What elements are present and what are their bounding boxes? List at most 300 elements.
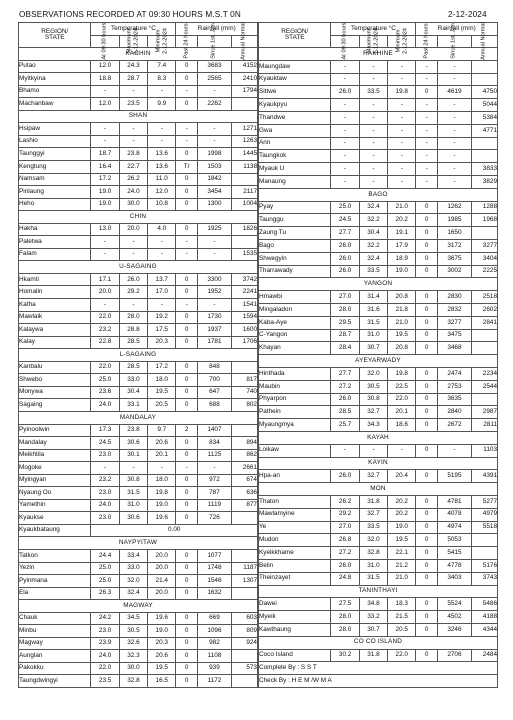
rain-24h-cell: 0 xyxy=(416,380,438,393)
station-name: Chauk xyxy=(19,612,91,625)
max-temp-cell: 28.7 xyxy=(119,73,147,86)
temp-0930-cell: 24.0 xyxy=(91,650,119,663)
rain-24h-cell: 0 xyxy=(176,437,198,450)
annual-normal-cell xyxy=(471,342,497,355)
min-temp-cell: 19.8 xyxy=(148,487,176,500)
rain-since-jan-cell: 5415 xyxy=(437,547,471,560)
right-table-body xyxy=(259,48,498,688)
rain-since-jan-cell: 1998 xyxy=(197,148,231,161)
temp-0930-cell: 26.8 xyxy=(331,534,359,547)
station-row xyxy=(259,547,498,560)
annual-normal-cell: 740 xyxy=(231,386,257,399)
station-name: Kalay xyxy=(19,336,91,349)
min-temp-cell: 20.8 xyxy=(388,342,416,355)
rain-since-jan-cell: 3172 xyxy=(437,240,471,253)
temp-0930-cell: 23.0 xyxy=(91,625,119,638)
section-label: MAGWAY xyxy=(19,600,258,613)
station-row xyxy=(19,549,258,562)
min-temp-cell: 19.0 xyxy=(388,265,416,278)
section-row xyxy=(19,261,258,274)
station-row xyxy=(19,311,258,324)
rain-24h-cell: 0 xyxy=(176,449,198,462)
temp-0930-cell: 12.0 xyxy=(91,98,119,111)
rain-since-jan-cell: 3403 xyxy=(437,572,471,585)
max-temp-cell: 30.6 xyxy=(119,512,147,525)
annual-normal-cell: 5486 xyxy=(471,598,497,611)
temp-0930-cell: - xyxy=(91,248,119,261)
annual-normal-cell: 5384 xyxy=(471,112,497,125)
annual-normal-cell: 2410 xyxy=(231,73,257,86)
annual-normal-cell: 3277 xyxy=(471,240,497,253)
max-temp-cell: 34.8 xyxy=(359,598,387,611)
temp-0930-cell: 20.0 xyxy=(91,286,119,299)
rain-24h-cell: - xyxy=(416,73,438,86)
station-row xyxy=(259,176,498,189)
rain-24h-cell: 0 xyxy=(176,73,198,86)
min-temp-cell: 13.6 xyxy=(148,161,176,174)
station-row xyxy=(19,135,258,148)
station-name: Tatkon xyxy=(19,549,91,562)
station-row xyxy=(259,444,498,457)
min-temp-cell: 21.0 xyxy=(388,316,416,329)
rain-since-jan-cell: 3475 xyxy=(437,329,471,342)
at0930-header: At 09:30 hours xyxy=(91,35,119,48)
annual-normal-cell: 1271 xyxy=(231,123,257,136)
station-name: Monywa xyxy=(19,386,91,399)
min-temp-cell: 19.1 xyxy=(388,227,416,240)
temp-0930-cell: 28.4 xyxy=(331,342,359,355)
temp-0930-cell: 27.2 xyxy=(331,380,359,393)
rain-24h-cell: 0 xyxy=(176,399,198,412)
min-temp-cell: 17.9 xyxy=(388,240,416,253)
section-label: BAGO xyxy=(259,188,498,201)
station-row xyxy=(19,299,258,312)
station-name: Meikhtila xyxy=(19,449,91,462)
rain-since-jan-cell: 726 xyxy=(197,512,231,525)
min-temp-cell: 13.7 xyxy=(148,273,176,286)
max-temp-cell: 26.2 xyxy=(119,173,147,186)
station-name: Bhamo xyxy=(19,85,91,98)
station-row xyxy=(19,173,258,186)
rain-24h-cell: 0 xyxy=(176,336,198,349)
temp-0930-cell: 28.0 xyxy=(331,304,359,317)
station-row xyxy=(19,273,258,286)
station-row xyxy=(259,163,498,176)
rain-24h-cell: - xyxy=(416,137,438,150)
station-name: Taunggyi xyxy=(19,148,91,161)
rain-since-jan-cell: 1632 xyxy=(197,587,231,600)
rain-since-jan-cell: - xyxy=(197,299,231,312)
temp-0930-cell: 16.4 xyxy=(91,161,119,174)
station-row xyxy=(19,562,258,575)
rain-24h-cell: 0 xyxy=(176,675,198,688)
rain-since-jan-cell: 2706 xyxy=(437,649,471,662)
annual-normal-cell: 2987 xyxy=(471,406,497,419)
max-temp-cell: 30.5 xyxy=(359,380,387,393)
rain-24h-cell: - xyxy=(416,124,438,137)
station-row xyxy=(259,534,498,547)
annual-normal-cell xyxy=(231,549,257,562)
rain-since-jan-cell: - xyxy=(197,462,231,475)
section-row xyxy=(19,349,258,362)
station-name: Hkamti xyxy=(19,273,91,286)
temp-0930-cell: 25.0 xyxy=(91,374,119,387)
station-row xyxy=(19,512,258,525)
min-temp-cell: - xyxy=(388,137,416,150)
annual-normal-cell: 2117 xyxy=(231,186,257,199)
annual-normal-cell: 2484 xyxy=(471,649,497,662)
min-temp-cell: - xyxy=(148,299,176,312)
rain-24h-cell: - xyxy=(176,248,198,261)
station-row xyxy=(19,73,258,86)
min-temp-cell: 22.5 xyxy=(388,380,416,393)
rain-24h-cell: - xyxy=(416,163,438,176)
rain-since-jan-cell: 669 xyxy=(197,612,231,625)
annual-normal-cell: 2225 xyxy=(471,265,497,278)
min-temp-cell: 18.0 xyxy=(148,374,176,387)
station-name: Myitkyina xyxy=(19,73,91,86)
min-temp-cell: 18.0 xyxy=(148,474,176,487)
station-row xyxy=(19,223,258,236)
rain-24h-cell: 0 xyxy=(176,386,198,399)
max-temp-cell: 30.0 xyxy=(119,662,147,675)
station-row xyxy=(19,437,258,450)
min-temp-cell: 18.3 xyxy=(388,598,416,611)
temp-0930-cell: 17.3 xyxy=(91,424,119,437)
section-label: CO CO ISLAND xyxy=(259,636,498,649)
rain-since-jan-cell: 3683 xyxy=(197,60,231,73)
temp-0930-cell: 26.0 xyxy=(331,265,359,278)
temp-0930-cell: - xyxy=(331,150,359,163)
station-name: Mudon xyxy=(259,534,331,547)
max-temp-cell: 30.4 xyxy=(359,227,387,240)
temp-0930-cell: - xyxy=(91,462,119,475)
max-temp-cell: 30.1 xyxy=(119,449,147,462)
annual-normal-cell xyxy=(471,329,497,342)
min-temp-cell: - xyxy=(148,462,176,475)
rain-24h-cell: 0 xyxy=(176,650,198,663)
temp-0930-cell: 27.0 xyxy=(331,521,359,534)
max-temp-cell: 28.0 xyxy=(119,311,147,324)
annual-normal-cell: 1535 xyxy=(231,248,257,261)
station-row xyxy=(19,474,258,487)
annual-normal-cell: 1004 xyxy=(231,198,257,211)
min-temp-cell: 21.2 xyxy=(388,559,416,572)
annual-normal-cell: 1968 xyxy=(471,214,497,227)
station-name: Aunglan xyxy=(19,650,91,663)
rain-since-jan-cell: 3468 xyxy=(437,342,471,355)
station-row xyxy=(19,625,258,638)
annual-normal-cell: 4750 xyxy=(471,86,497,99)
max-temp-cell: 32.3 xyxy=(119,650,147,663)
max-temp-cell: 31.0 xyxy=(359,559,387,572)
station-row xyxy=(259,112,498,125)
temp-0930-cell: - xyxy=(331,73,359,86)
min-temp-cell: 18.9 xyxy=(388,252,416,265)
annual-normal-cell: 1794 xyxy=(231,85,257,98)
rain-24h-cell: 0 xyxy=(176,186,198,199)
annual-normal-cell: 4188 xyxy=(471,611,497,624)
max-temp-cell: 23.8 xyxy=(119,148,147,161)
temp-0930-cell: - xyxy=(331,176,359,189)
station-name: Kyauktaw xyxy=(259,73,331,86)
rain-24h-cell: 0 xyxy=(176,361,198,374)
rain-24h-cell: 0 xyxy=(176,499,198,512)
annual-normal-cell: 809 xyxy=(231,625,257,638)
station-name: Khayan xyxy=(259,342,331,355)
annual-normal-cell xyxy=(231,587,257,600)
rain-24h-cell: 0 xyxy=(176,324,198,337)
max-temp-cell: 28.5 xyxy=(119,336,147,349)
min-temp-cell: - xyxy=(148,236,176,249)
rain-24h-cell: 0 xyxy=(416,495,438,508)
min-temp-cell: 20.1 xyxy=(148,449,176,462)
rain-24h-cell: - xyxy=(176,299,198,312)
rain-since-jan-cell: 1108 xyxy=(197,650,231,663)
temp-0930-cell: 19.0 xyxy=(91,198,119,211)
station-row xyxy=(259,265,498,278)
station-name: Kengtung xyxy=(19,161,91,174)
temp-0930-cell: 29.5 xyxy=(331,316,359,329)
temp-0930-cell: 25.7 xyxy=(331,419,359,432)
rain-24h-cell: 0 xyxy=(416,201,438,214)
annual-normal-cell xyxy=(231,424,257,437)
station-name: Manaung xyxy=(259,176,331,189)
section-label: MON xyxy=(259,483,498,496)
min-temp-cell: 20.3 xyxy=(148,336,176,349)
station-row xyxy=(259,201,498,214)
min-temp-cell: - xyxy=(388,112,416,125)
max-temp-header: Maximum 1-12-2024 xyxy=(359,35,387,48)
station-name: Sittwe xyxy=(259,86,331,99)
max-temp-cell: - xyxy=(119,299,147,312)
rain-since-jan-cell: - xyxy=(437,124,471,137)
min-temp-cell: 21.0 xyxy=(388,572,416,585)
observation-sheet xyxy=(18,22,498,688)
section-row xyxy=(259,457,498,470)
temp-0930-cell: 24.2 xyxy=(91,612,119,625)
section-label: L-SAGAING xyxy=(19,349,258,362)
temp-0930-cell: - xyxy=(91,135,119,148)
station-name: Yezin xyxy=(19,562,91,575)
station-name: Myeik xyxy=(259,611,331,624)
station-row xyxy=(19,198,258,211)
station-row xyxy=(19,399,258,412)
annual-normal-cell: 1187 xyxy=(231,562,257,575)
temp-0930-cell: 18.7 xyxy=(91,148,119,161)
max-temp-cell: 32.0 xyxy=(359,534,387,547)
station-row xyxy=(19,462,258,475)
temp-0930-cell: 26.0 xyxy=(331,470,359,483)
min-temp-cell: 19.0 xyxy=(388,521,416,534)
station-name: Kyaukpyu xyxy=(259,99,331,112)
rain-since-jan-cell: 5053 xyxy=(437,534,471,547)
rain-24h-cell: 0 xyxy=(416,623,438,636)
temp-0930-cell: 28.5 xyxy=(331,406,359,419)
max-temp-cell: 32.4 xyxy=(359,252,387,265)
temp-0930-cell: 29.2 xyxy=(331,508,359,521)
rain-24h-cell: 0 xyxy=(416,611,438,624)
temp-0930-cell: - xyxy=(331,60,359,73)
station-row xyxy=(19,98,258,111)
temp-0930-cell: 23.5 xyxy=(91,675,119,688)
station-name: Mandalay xyxy=(19,437,91,450)
rain-since-jan-cell: 1781 xyxy=(197,336,231,349)
rain-since-jan-cell: - xyxy=(197,248,231,261)
rain-since-jan-cell: - xyxy=(437,444,471,457)
station-name: Pakokku xyxy=(19,662,91,675)
min-temp-cell: 19.2 xyxy=(148,311,176,324)
annual-normal-cell: 1307 xyxy=(231,575,257,588)
annual-normal-cell: 2602 xyxy=(471,304,497,317)
rain-since-jan-cell: 1077 xyxy=(197,549,231,562)
rainfall-header: Rainfall (mm) xyxy=(176,23,258,36)
footer-note: Check By : H E M /W M A xyxy=(259,675,498,688)
report-date: 2-12-2024 xyxy=(448,10,487,19)
min-temp-cell: 20.0 xyxy=(148,562,176,575)
station-name: Ela xyxy=(19,587,91,600)
min-temp-cell: 19.8 xyxy=(388,368,416,381)
station-name: Maubin xyxy=(259,380,331,393)
left-table-body xyxy=(19,48,258,688)
rain-24h-cell: 0 xyxy=(176,223,198,236)
annual-normal-cell: 1263 xyxy=(231,135,257,148)
station-row xyxy=(19,161,258,174)
station-name: Machanbaw xyxy=(19,98,91,111)
max-temp-cell: 32.7 xyxy=(359,508,387,521)
station-name: Hsipaw xyxy=(19,123,91,136)
station-row xyxy=(19,650,258,663)
rain-24h-cell: 0 xyxy=(416,240,438,253)
station-row xyxy=(19,499,258,512)
min-temp-cell: 19.5 xyxy=(148,386,176,399)
station-row xyxy=(19,524,258,537)
temp-0930-cell: 24.8 xyxy=(331,572,359,585)
max-temp-cell: 29.2 xyxy=(119,286,147,299)
station-row xyxy=(259,406,498,419)
rain-since-jan-cell: 939 xyxy=(197,662,231,675)
annual-normal-cell xyxy=(471,150,497,163)
station-name: Myingyan xyxy=(19,474,91,487)
rain-since-jan-cell: 4778 xyxy=(437,559,471,572)
rain-24h-cell: - xyxy=(176,123,198,136)
annual-normal-cell: 674 xyxy=(231,474,257,487)
station-name: Minbu xyxy=(19,625,91,638)
annual-normal-cell: 3743 xyxy=(471,572,497,585)
section-row xyxy=(259,188,498,201)
max-temp-cell: 32.7 xyxy=(359,470,387,483)
max-temp-cell: - xyxy=(119,236,147,249)
max-temp-cell: 31.5 xyxy=(359,316,387,329)
temp-0930-cell: 22.0 xyxy=(91,662,119,675)
temp-0930-cell: 17.2 xyxy=(91,173,119,186)
station-row xyxy=(19,587,258,600)
rain-24h-cell: 0 xyxy=(416,419,438,432)
temp-0930-cell: 26.0 xyxy=(331,393,359,406)
station-row xyxy=(259,304,498,317)
max-temp-cell: 24.3 xyxy=(119,60,147,73)
right-table xyxy=(258,22,498,688)
annual-normal-cell: 1103 xyxy=(471,444,497,457)
rain-24h-cell: 0 xyxy=(176,311,198,324)
min-temp-cell: 20.2 xyxy=(388,495,416,508)
max-temp-cell: 32.6 xyxy=(119,637,147,650)
past24-header: Past 24 hours xyxy=(176,35,198,48)
station-name: Ye xyxy=(259,521,331,534)
rain-24h-cell: 0 xyxy=(416,291,438,304)
rain-since-jan-cell: 972 xyxy=(197,474,231,487)
station-name: Zaung Tu xyxy=(259,227,331,240)
section-label: KAYAH xyxy=(259,432,498,445)
max-temp-cell: 32.8 xyxy=(119,675,147,688)
station-row xyxy=(19,286,258,299)
station-row xyxy=(19,424,258,437)
annual-normal-cell: 1706 xyxy=(231,336,257,349)
station-name: Hakha xyxy=(19,223,91,236)
min-temp-cell: 19.5 xyxy=(388,329,416,342)
rain-24h-cell: - xyxy=(176,85,198,98)
min-temp-cell: 20.0 xyxy=(148,549,176,562)
temp-0930-cell: 26.0 xyxy=(331,86,359,99)
annual-normal-cell: 4344 xyxy=(471,623,497,636)
station-name: Myaungmya xyxy=(259,419,331,432)
min-temp-cell: 18.6 xyxy=(388,419,416,432)
station-name: Taungkok xyxy=(259,150,331,163)
rain-since-jan-cell: 2672 xyxy=(437,419,471,432)
rain-since-jan-cell: 4078 xyxy=(437,508,471,521)
station-name: Kyaukse xyxy=(19,512,91,525)
rain-since-jan-cell: - xyxy=(437,99,471,112)
annual-normal-cell: 1445 xyxy=(231,148,257,161)
station-name: Pyay xyxy=(259,201,331,214)
max-temp-cell: 28.8 xyxy=(119,324,147,337)
max-temp-cell: 33.5 xyxy=(359,265,387,278)
station-name: Falam xyxy=(19,248,91,261)
section-label: RAKHINE xyxy=(259,48,498,61)
min-temp-cell: 21.5 xyxy=(388,611,416,624)
max-temp-cell: 31.8 xyxy=(359,649,387,662)
rain-24h-cell: 0 xyxy=(416,304,438,317)
temp-0930-cell: 25.0 xyxy=(331,201,359,214)
rain-since-jan-cell: 1937 xyxy=(197,324,231,337)
rain-since-jan-cell: 3300 xyxy=(197,273,231,286)
rain-since-jan-cell: 1407 xyxy=(197,424,231,437)
rain-since-jan-cell: 4974 xyxy=(437,521,471,534)
max-temp-cell: 31.0 xyxy=(359,329,387,342)
annual-normal-cell: 5518 xyxy=(471,521,497,534)
temp-0930-cell: 23.0 xyxy=(91,512,119,525)
annual-normal-cell: 877 xyxy=(231,499,257,512)
rain-24h-cell: 0 xyxy=(416,342,438,355)
annual-normal-header: Annual Normal xyxy=(231,35,257,48)
max-temp-cell: - xyxy=(119,123,147,136)
station-name: Mingaladon xyxy=(259,304,331,317)
max-temp-cell: 23.8 xyxy=(119,424,147,437)
rain-since-jan-cell: 4781 xyxy=(437,495,471,508)
station-name: Coco Island xyxy=(259,649,331,662)
temp-0930-cell: - xyxy=(331,137,359,150)
rain-since-jan-cell: 5195 xyxy=(437,470,471,483)
annual-normal-cell: 2661 xyxy=(231,462,257,475)
min-temp-cell: - xyxy=(388,163,416,176)
rain-since-jan-cell: 2840 xyxy=(437,406,471,419)
rain-since-jan-cell: 1842 xyxy=(197,173,231,186)
rain-since-jan-cell: 4619 xyxy=(437,86,471,99)
max-temp-cell: 32.0 xyxy=(359,368,387,381)
annual-normal-cell: 1826 xyxy=(231,223,257,236)
station-name: Hpa-an xyxy=(259,470,331,483)
temp-0930-cell: - xyxy=(91,299,119,312)
